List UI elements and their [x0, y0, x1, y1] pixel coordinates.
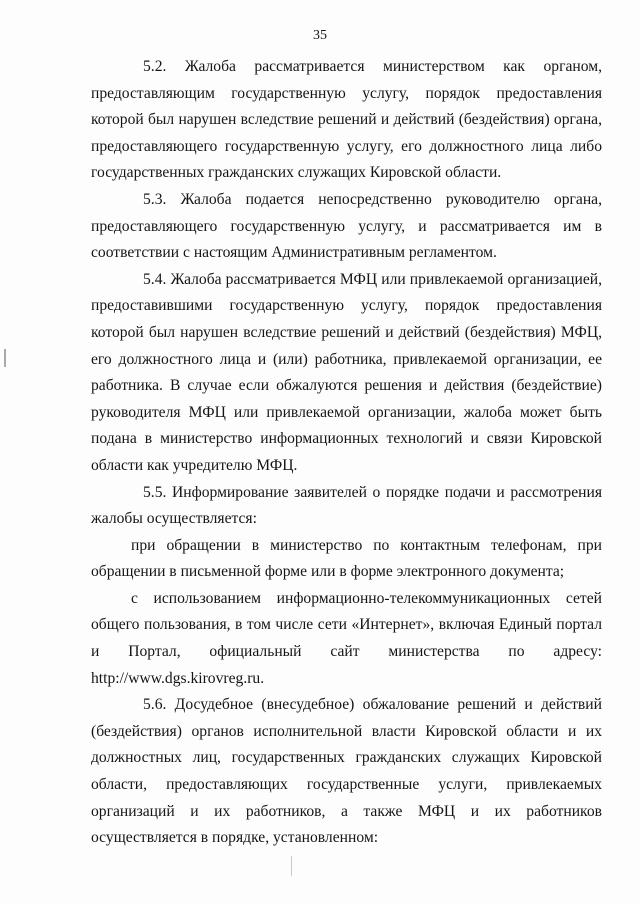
paragraph-5-5-item-phone: при обращении в министерство по контактным телефонам, при обращении в письменной форме или в форме электронного документа; [91, 536, 602, 581]
paragraph-5-4: 5.4. Жалоба рассматривается МФЦ или привлекаемой организацией, предоставившими государственную услугу, порядок предоставления которой был нарушен вследствие решений и действий (бездействия) МФЦ, его должностного лица и (или) работника, привлекаемой организации, ее работника. В случае если обжалуются решения и действия (бездействие) руководителя МФЦ или привлекаемой организации, жалоба может быть подана в министерство информационных технологий и связи Кировской области как учредителю МФЦ. [91, 270, 602, 474]
paragraph-5-5-item-internet: с использованием информационно-телекоммуникационных сетей общего пользования, в том числе сети «Интернет», включая Единый портал и Портал, официальный сайт министерства по адресу: http://www.dgs.kirovreg.ru. [91, 589, 602, 687]
scan-margin-mark [4, 349, 6, 367]
paragraph-5-2: 5.2. Жалоба рассматривается министерством как органом, предоставляющим государственную услугу, порядок предоставления которой был нарушен вследствие решений и действий (бездействия) органа, предоставляющего государственную услугу, его должностного лица либо государственных гражданских служащих Кировской области. [91, 58, 602, 182]
scan-artifact-mark [291, 856, 292, 876]
paragraph-5-6: 5.6. Досудебное (внесудебное) обжалование решений и действий (бездействия) органов исполнительной власти Кировской области и их должностных лиц, государственных гражданских служащих Кировской области, предоставляющих государственные услуги, привлекаемых организаций и их работников, а также МФЦ и их работников осуществляется в порядке, установленном: [91, 696, 602, 847]
paragraph-5-3: 5.3. Жалоба подается непосредственно руководителю органа, предоставляющего государственную услугу, и рассматривается им в соответствии с настоящим Административным регламентом. [91, 190, 602, 262]
document-body [91, 54, 602, 852]
page-number: 35 [313, 28, 327, 43]
paragraph-5-5: 5.5. Информирование заявителей о порядке подачи и рассмотрения жалобы осуществляется: [91, 483, 602, 528]
